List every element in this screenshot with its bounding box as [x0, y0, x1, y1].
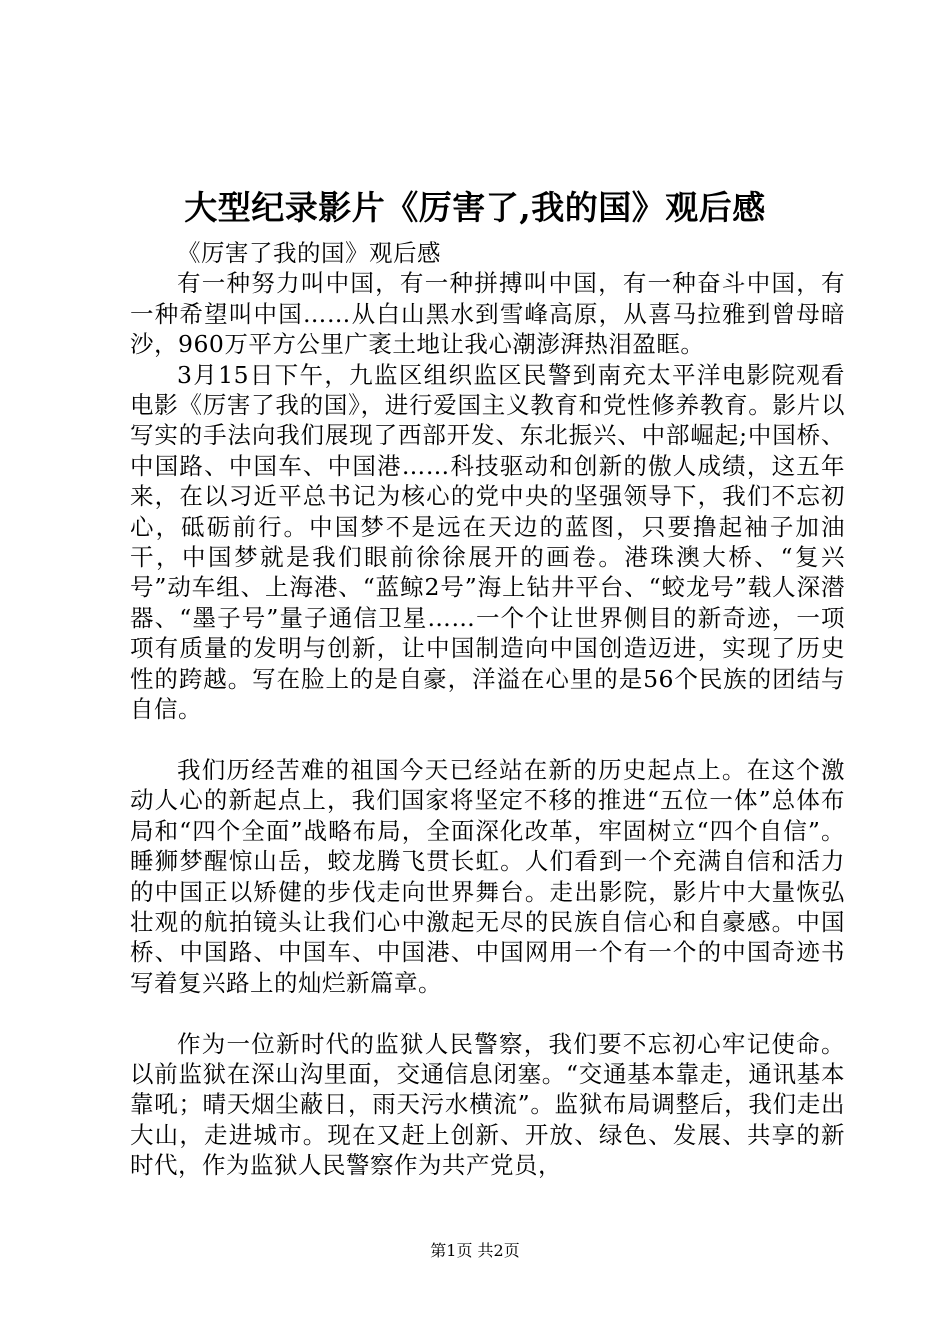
paragraph-2: 3月15日下午，九监区组织监区民警到南充太平洋电影院观看电影《厉害了我的国》，进行爱国主义教育和党性修养教育。影片以写实的手法向我们展现了西部开发、东北振兴、中部崛起;中国桥、中国路、中国车、中国港……科技驱动和创新的傲人成绩，这五年来，在以习近平总书记为核心的党中央的坚强领导下，我们不忘初心，砥砺前行。中国梦不是远在天边的蓝图，只要撸起袖子加油干，中国梦就是我们眼前徐徐展开的画卷。港珠澳大桥、“复兴号”动车组、上海港、“蓝鲸2号”海上钻井平台、“蛟龙号”载人深潜器、“墨子号”量子通信卫星……一个个让世界侧目的新奇迹，一项项有质量的发明与创新，让中国制造向中国创造迈进，实现了历史性的跨越。写在脸上的是自豪，洋溢在心里的是56个民族的团结与自信。: [130, 360, 845, 724]
page-number-footer: 第1页 共2页: [430, 1241, 520, 1260]
document-title: 大型纪录影片《厉害了,我的国》观后感: [184, 188, 766, 227]
paragraph-3: 我们历经苦难的祖国今天已经站在新的历史起点上。在这个激动人心的新起点上，我们国家将坚定不移的推进“五位一体”总体布局和“四个全面”战略布局，全面深化改革，牢固树立“四个自信”。睡狮梦醒惊山岳，蛟龙腾飞贯长虹。人们看到一个充满自信和活力的中国正以矫健的步伐走向世界舞台。走出影院，影片中大量恢弘壮观的航拍镜头让我们心中激起无尽的民族自信心和自豪感。中国桥、中国路、中国车、中国港、中国网用一个有一个的中国奇迹书写着复兴路上的灿烂新篇章。: [130, 755, 845, 997]
paragraph-spacer: [130, 725, 845, 755]
document-subtitle: 《厉害了我的国》观后感: [177, 239, 441, 267]
paragraph-spacer: [130, 998, 845, 1028]
document-body: [130, 238, 845, 1181]
paragraph-1: 有一种努力叫中国，有一种拼搏叫中国，有一种奋斗中国，有一种希望叫中国……从白山黑水到雪峰高原，从喜马拉雅到曾母暗沙，960万平方公里广袤土地让我心潮澎湃热泪盈眶。: [130, 269, 845, 359]
paragraph-4: 作为一位新时代的监狱人民警察，我们要不忘初心牢记使命。以前监狱在深山沟里面，交通信息闭塞。“交通基本靠走，通讯基本靠吼；晴天烟尘蔽日，雨天污水横流”。监狱布局调整后，我们走出大山，走进城市。现在又赶上创新、开放、绿色、发展、共享的新时代，作为监狱人民警察作为共产党员，: [130, 1029, 845, 1180]
